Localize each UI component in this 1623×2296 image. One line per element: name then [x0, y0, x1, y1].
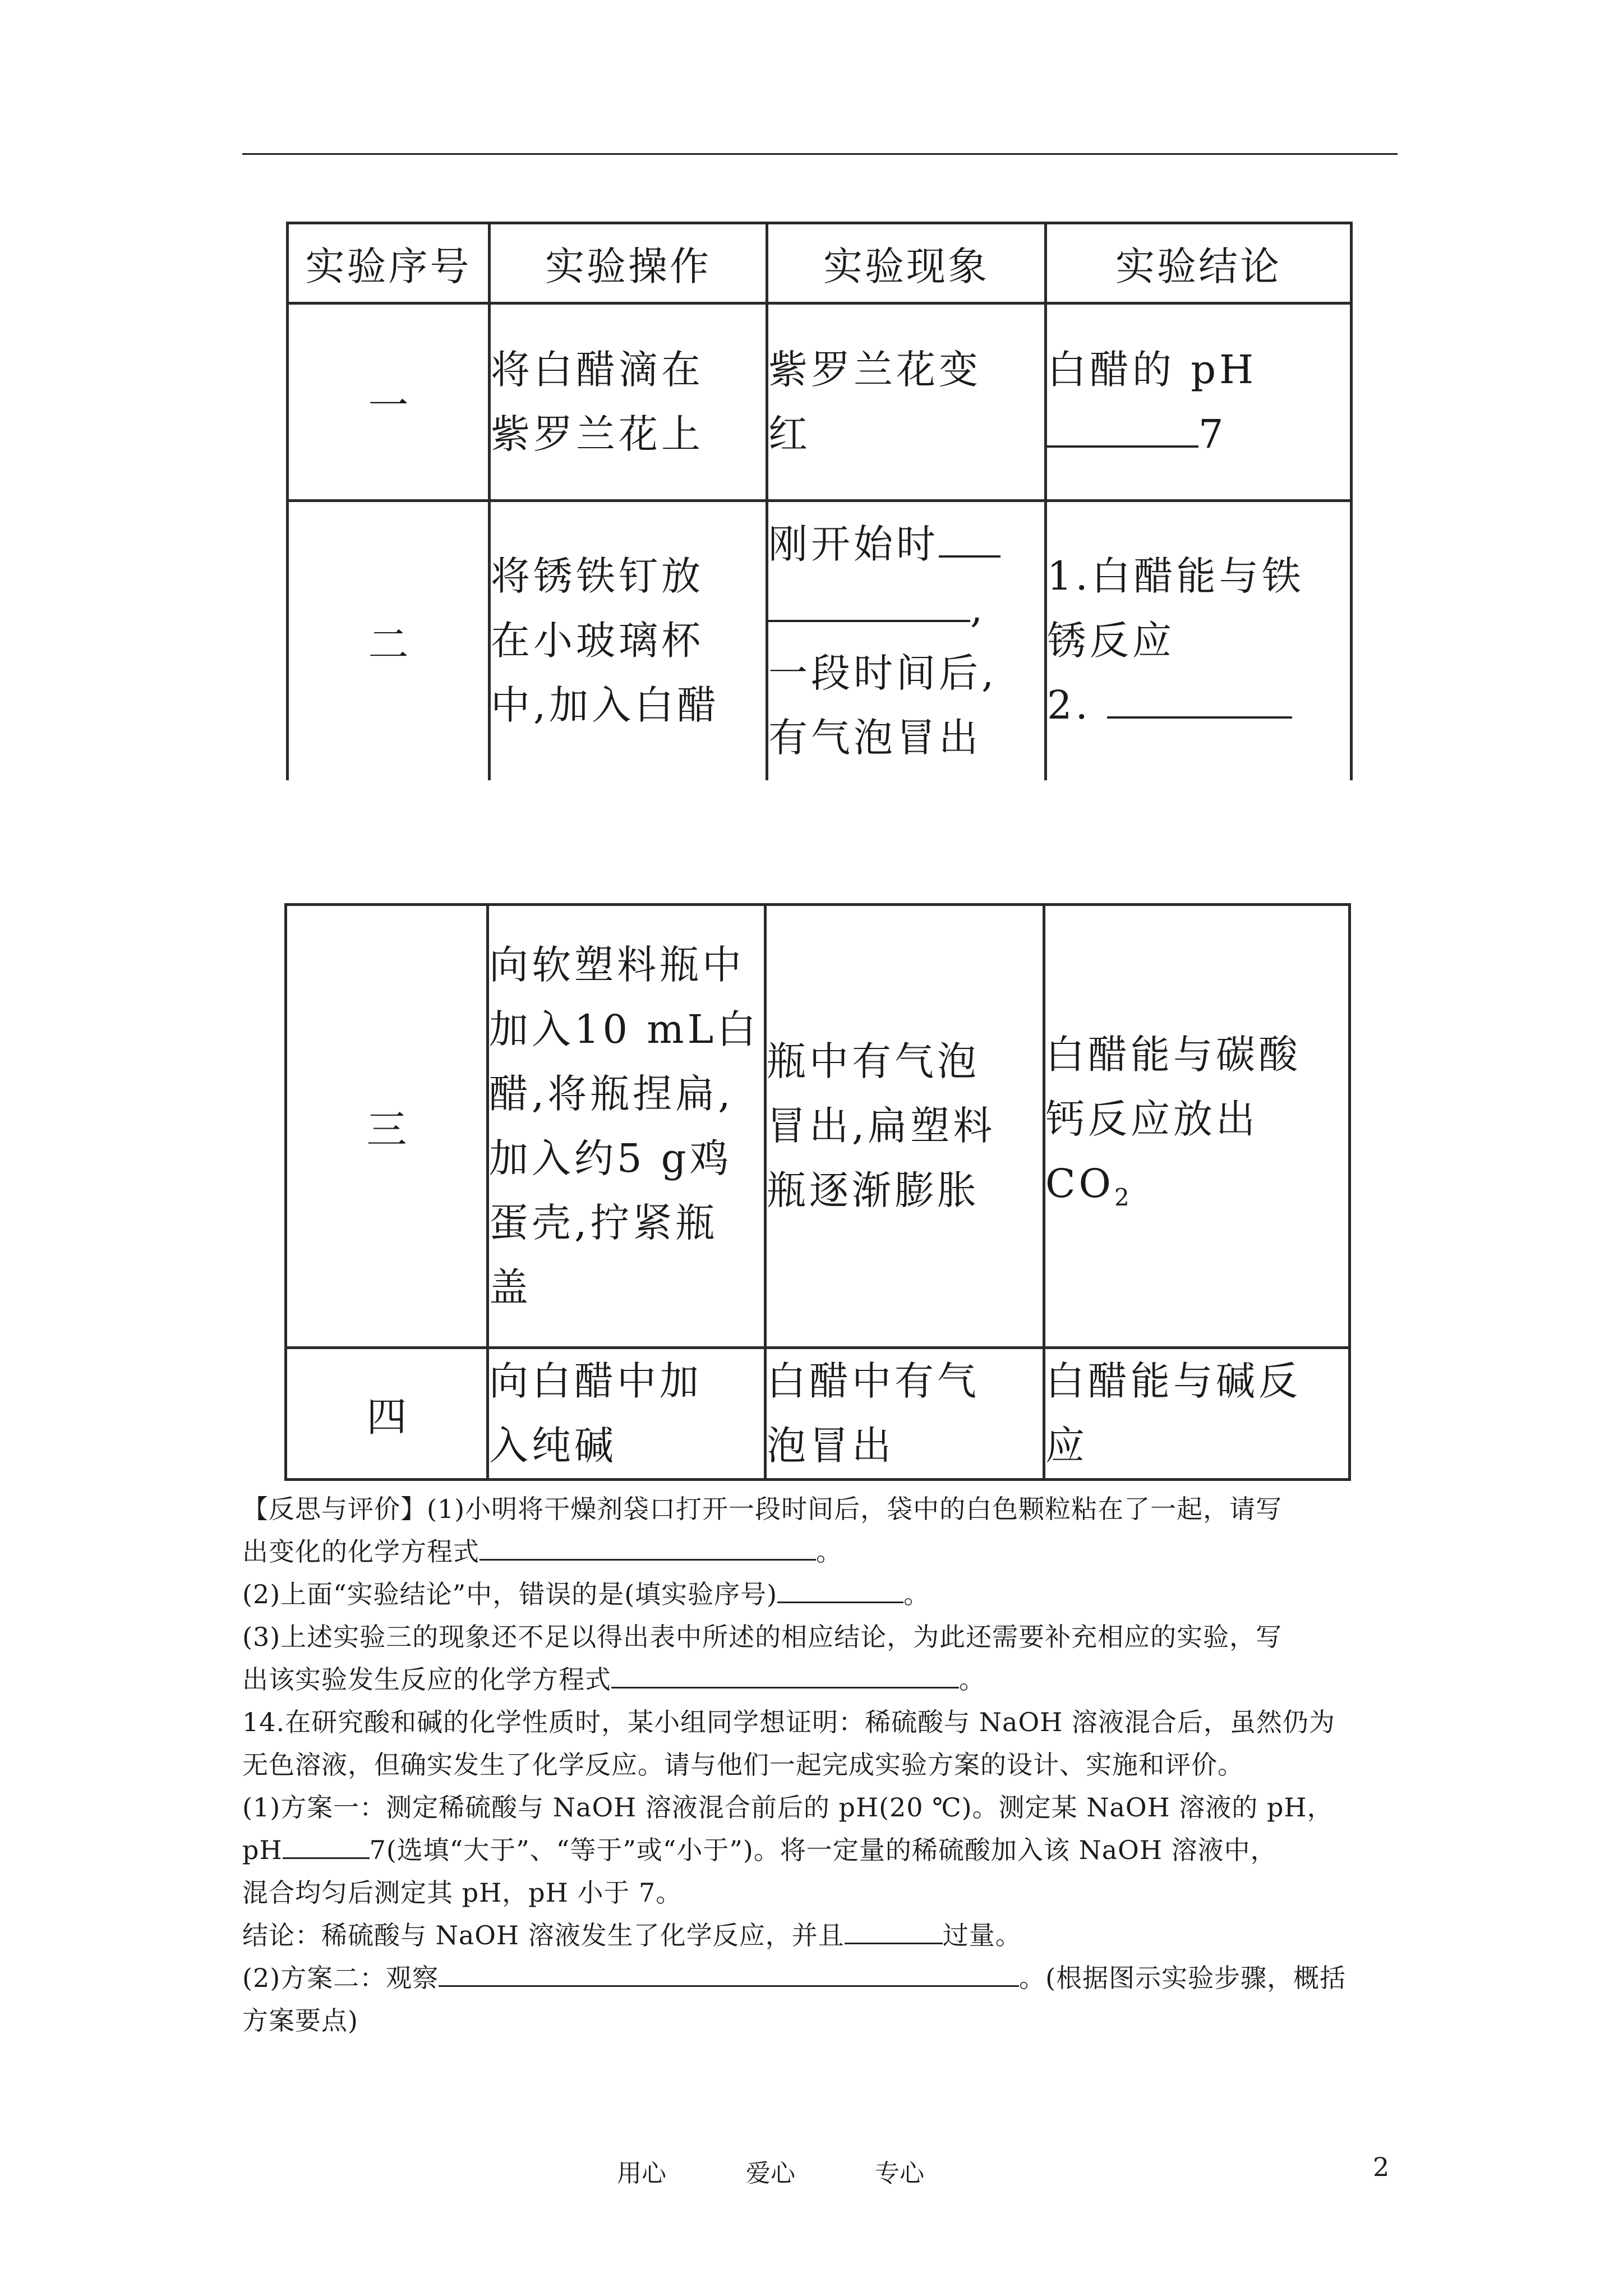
question-text [242, 1488, 1398, 2042]
text-line: 结论：稀硫酸与 NaOH 溶液发生了化学反应，并且 过量。 [242, 1920, 1022, 1950]
header-cell-phenomenon: 实验现象 [767, 223, 1046, 303]
page-number: 2 [1373, 2152, 1390, 2182]
answer-blank [611, 1665, 959, 1688]
footer-text: 爱心 [746, 2159, 795, 2188]
header-cell-operation: 实验操作 [490, 223, 767, 303]
text-line: (1)方案一：测定稀硫酸与 NaOH 溶液混合前后的 pH(20 ℃)。测定某 NaOH 溶液的 pH， [242, 1792, 1334, 1823]
header-cell-conclusion: 实验结论 [1046, 223, 1352, 303]
conclusion-cell: 1.白醋能与铁 锈反应 2. [1046, 501, 1352, 780]
operation-cell: 向软塑料瓶中 加入10 mL白 醋,将瓶捏扁, 加入约5 g鸡 蛋壳,拧紧瓶 盖 [488, 905, 766, 1348]
text-line: 14.在研究酸和碱的化学性质时，某小组同学想证明：稀硫酸与 NaOH 溶液混合后，虽然仍为 [242, 1707, 1335, 1737]
row-number: 四 [286, 1348, 488, 1480]
answer-blank [845, 1921, 943, 1944]
text-line: pH 7(选填“大于”、“等于”或“小于”)。将一定量的稀硫酸加入该 NaOH 溶液中， [242, 1835, 1277, 1865]
text-line: 方案要点) [242, 2005, 358, 2036]
text-line: (3)上述实验三的现象还不足以得出表中所述的相应结论，为此还需要补充相应的实验，写 [242, 1622, 1283, 1652]
answer-blank [777, 1580, 903, 1603]
table-header-row [288, 223, 1352, 303]
footer-text: 专心 [875, 2159, 924, 2188]
phenomenon-cell: 刚开始时 , 一段时间后, 有气泡冒出 [767, 501, 1046, 780]
conclusion-cell: 白醋能与碳酸 钙反应放出 $CO_2$ [1044, 905, 1350, 1348]
table-row [286, 905, 1350, 1348]
text-line: (2)方案二：观察 。(根据图示实验步骤，概括 [242, 1963, 1347, 1993]
text-line: 无色溶液，但确实发生了化学反应。请与他们一起完成实验方案的设计、实施和评价。 [242, 1750, 1244, 1780]
answer-blank [939, 522, 1000, 558]
phenomenon-cell: 瓶中有气泡 冒出,扁塑料 瓶逐渐膨胀 [766, 905, 1044, 1348]
header-rule [242, 153, 1398, 155]
answer-blank [283, 1836, 370, 1859]
operation-cell: 向白醋中加 入纯碱 [488, 1348, 766, 1480]
phenomenon-cell: 白醋中有气 泡冒出 [766, 1348, 1044, 1480]
text-line: 出该实验发生反应的化学方程式 。 [242, 1664, 985, 1695]
row-number: 二 [288, 501, 490, 780]
answer-blank [1107, 683, 1292, 719]
text-line: 混合均匀后测定其 pH，pH 小于 7。 [242, 1878, 683, 1908]
row-number: 三 [286, 905, 488, 1348]
text-line: 出变化的化学方程式 。 [242, 1536, 842, 1567]
conclusion-cell: 白醋能与碱反 应 [1044, 1348, 1350, 1480]
text-line: (2)上面“实验结论”中，错误的是(填实验序号) 。 [242, 1579, 930, 1609]
text-line: 【反思与评价】(1)小明将干燥剂袋口打开一段时间后，袋中的白色颗粒粘在了一起，请写 [242, 1494, 1283, 1524]
footer-text: 用心 [617, 2159, 666, 2188]
answer-blank [768, 586, 970, 622]
answer-blank [479, 1538, 816, 1561]
header-cell-no: 实验序号 [288, 223, 490, 303]
table-row [288, 303, 1352, 501]
phenomenon-cell: 紫罗兰花变 红 [767, 303, 1046, 501]
experiment-table-part-2 [284, 903, 1351, 1481]
answer-blank [1047, 412, 1198, 448]
answer-blank [439, 1964, 1019, 1987]
page-footer [617, 2153, 996, 2189]
table-row [288, 501, 1352, 780]
experiment-table-part-1 [286, 222, 1353, 780]
table-row [286, 1348, 1350, 1480]
operation-cell: 将白醋滴在 紫罗兰花上 [490, 303, 767, 501]
conclusion-cell: 白醋的 pH 7 [1046, 303, 1352, 501]
operation-cell: 将锈铁钉放 在小玻璃杯 中,加入白醋 [490, 501, 767, 780]
row-number: 一 [288, 303, 490, 501]
